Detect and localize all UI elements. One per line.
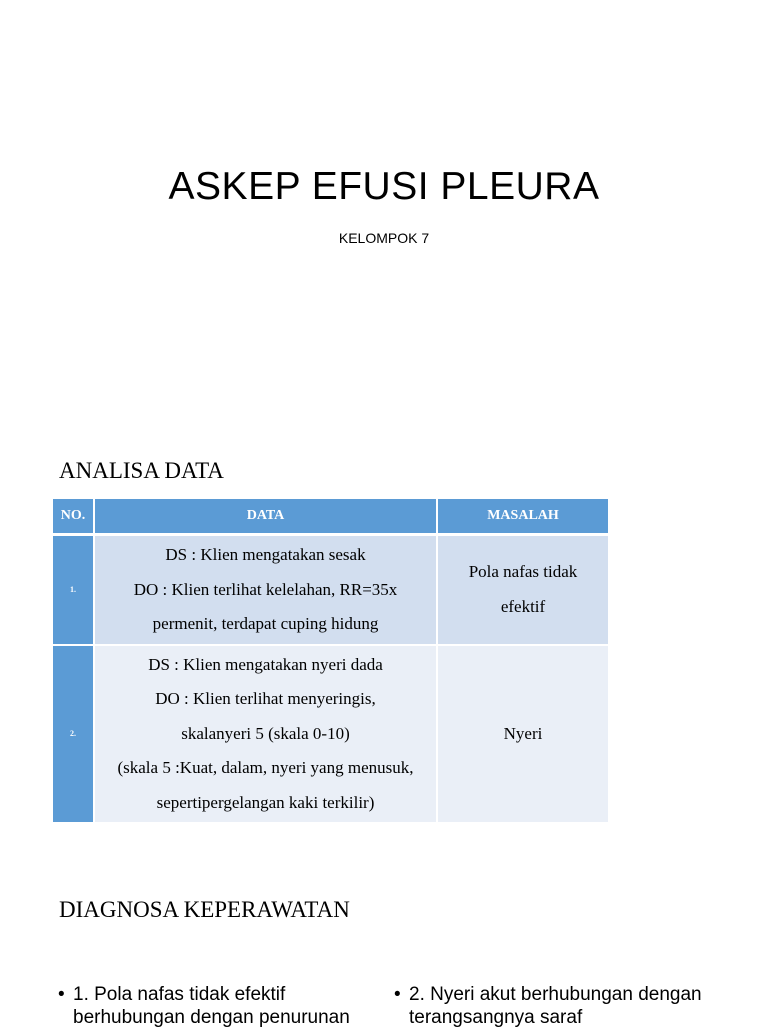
masalah-cell [437,645,608,824]
table-row [53,535,608,645]
slide-title: ASKEP EFUSI PLEURA [168,165,600,208]
data-cell [94,535,437,645]
bullet-icon: • [58,984,65,1005]
table-row [53,645,608,824]
row-number: 1. [53,535,94,645]
data-line: DO : Klien terlihat menyeringis, [155,689,376,708]
data-line: DS : Klien mengatakan sesak [165,545,366,564]
bullet-icon: • [394,984,401,1005]
analisa-table [53,499,608,824]
data-line: skalanyeri 5 (skala 0-10) [181,723,350,743]
header-masalah: MASALAH [437,499,608,535]
row-number: 2. [53,645,94,824]
diagnosa-item-text: 2. Nyeri akut berhubungan dengan terangsangnya saraf [409,984,702,1028]
masalah-line: Pola nafas tidak [468,562,578,582]
list-item [58,983,393,1029]
list-item [394,983,729,1029]
data-cell [94,645,437,824]
diagnosa-heading: DIAGNOSA KEPERAWATAN [59,897,350,922]
masalah-line: efektif [500,596,546,616]
masalah-line: Nyeri [503,723,543,743]
data-line: (skala 5 :Kuat, dalam, nyeri yang menusuk, [117,758,414,777]
diagnosa-item-text: 1. Pola nafas tidak efektif berhubungan dengan penurunan [73,984,350,1028]
data-line: DO : Klien terlihat kelelahan, RR=35x [133,579,398,599]
data-line: permenit, terdapat cuping hidung [152,614,379,633]
slide-subtitle: KELOMPOK 7 [338,230,430,246]
data-line: sepertipergelangan kaki terkilir) [156,792,375,812]
header-no: NO. [53,499,94,535]
analisa-heading: ANALISA DATA [59,458,224,483]
masalah-cell [437,535,608,645]
table-header-row [53,499,608,535]
data-line: DS : Klien mengatakan nyeri dada [148,654,383,674]
header-data: DATA [94,499,437,535]
